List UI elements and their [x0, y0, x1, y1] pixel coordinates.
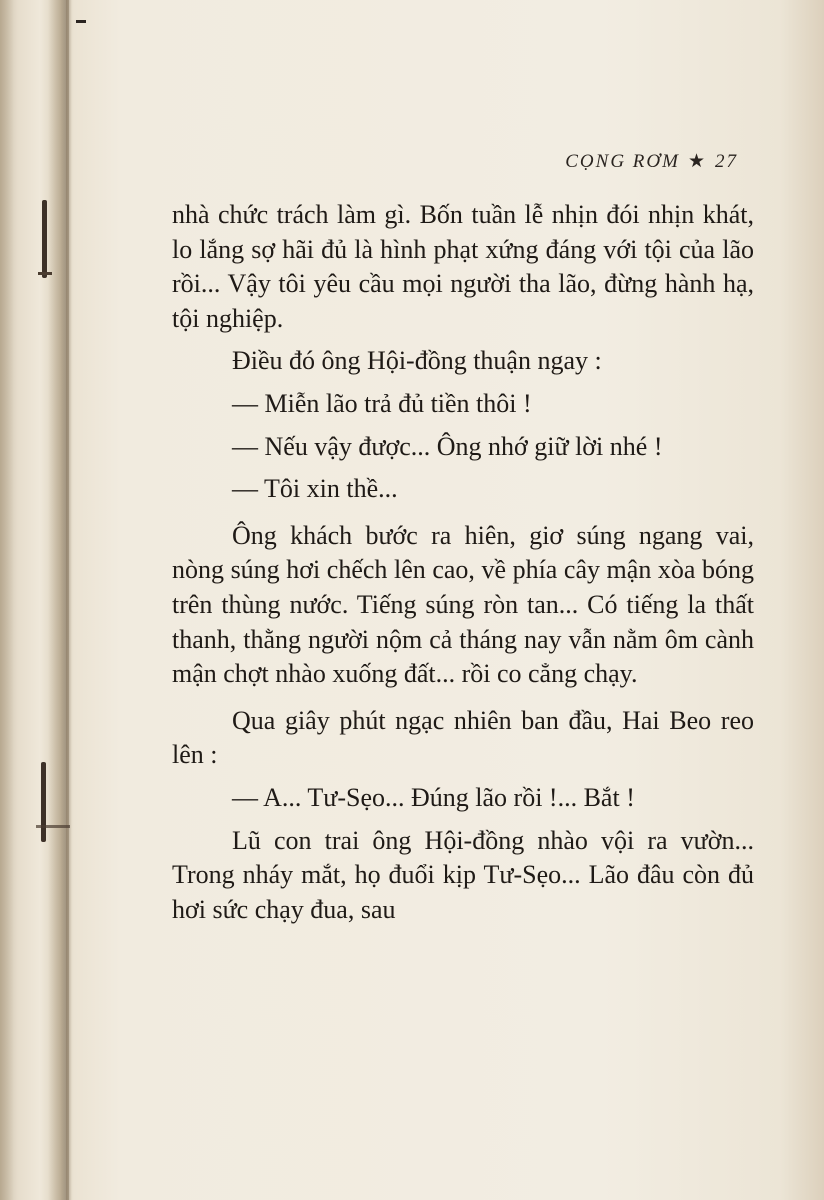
paragraph-3: Ông khách bước ra hiên, giơ súng ngang vai, nòng súng hơi chếch lên cao, về phía cây mận xòa bóng trên thùng nước. Tiếng súng ròn tan... Có tiếng la thất thanh, thằng người nộm cả tháng nay vẫn nằm ôm cành mận chợt nhào xuống đất... rồi co cẳng chạy.	[172, 520, 754, 689]
staple-bottom-tick	[36, 825, 70, 828]
staple-bottom	[41, 762, 46, 842]
star-icon: ★	[687, 151, 707, 172]
corner-dash-mark	[76, 20, 86, 23]
paragraph-4: Qua giây phút ngạc nhiên ban đầu, Hai Beo reo lên :	[172, 705, 754, 770]
book-spine	[0, 0, 74, 1200]
dialog-line-4: — A... Tư-Sẹo... Đúng lão rồi !... Bắt !	[232, 782, 635, 812]
running-header	[565, 150, 738, 173]
page-edge-line	[66, 0, 69, 1200]
body-text	[172, 198, 754, 927]
paragraph-2: Điều đó ông Hội-đồng thuận ngay :	[232, 346, 602, 376]
book-title: CỌNG RƠM	[565, 151, 680, 172]
staple-top-tick	[38, 272, 52, 275]
page-number: 27	[715, 151, 738, 172]
paragraph-5: Lũ con trai ông Hội-đồng nhào vội ra vườn... Trong nháy mắt, họ đuổi kịp Tư-Sẹo... Lão đâu còn đủ hơi sức chạy đua, sau	[172, 825, 754, 924]
dialog-line-2: — Nếu vậy được... Ông nhớ giữ lời nhé !	[232, 431, 663, 461]
dialog-line-1: — Miễn lão trả đủ tiền thôi !	[232, 388, 532, 418]
paragraph-1: nhà chức trách làm gì. Bốn tuần lễ nhịn đói nhịn khát, lo lắng sợ hãi đủ là hình phạt xứng đáng với tội của lão rồi... Vậy tôi yêu cầu mọi người tha lão, đừng hành hạ, tội nghiệp.	[172, 200, 754, 333]
dialog-line-3: — Tôi xin thề...	[232, 474, 398, 504]
staple-top	[42, 200, 47, 278]
